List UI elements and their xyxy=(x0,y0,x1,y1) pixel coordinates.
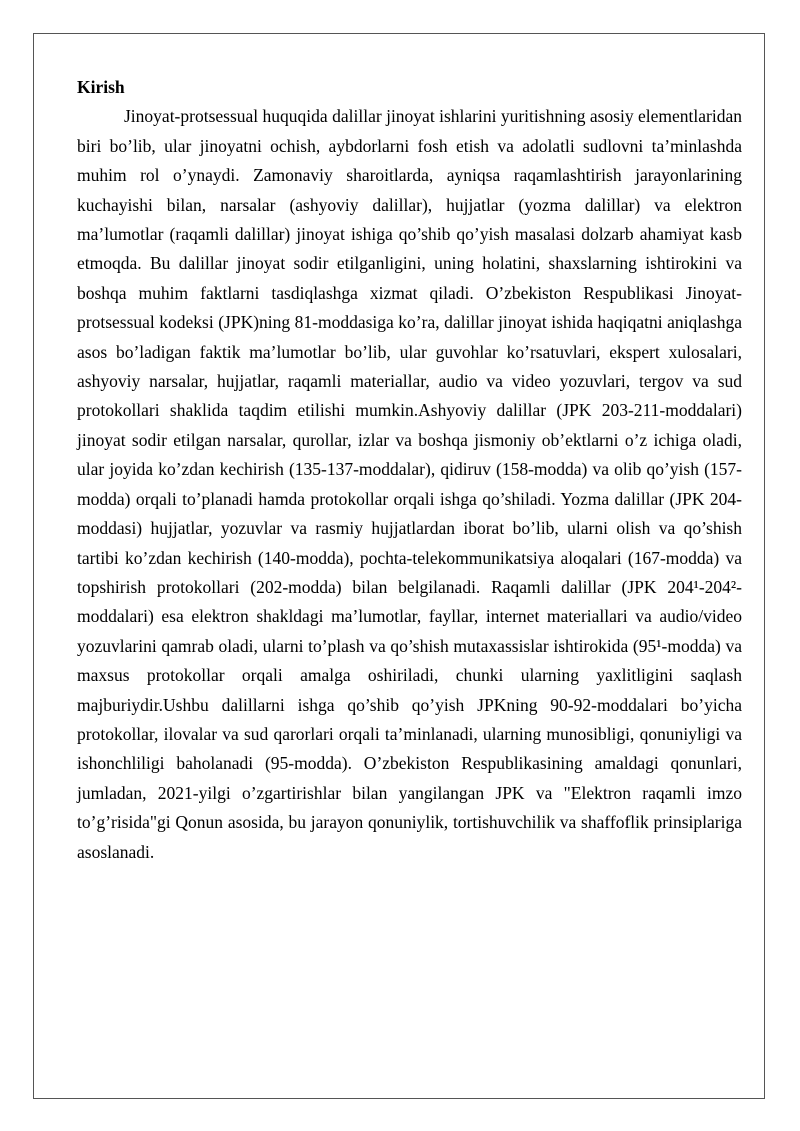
section-heading: Kirish xyxy=(77,77,125,97)
document-body xyxy=(77,73,742,867)
body-paragraph: Jinoyat-protsessual huquqida dalillar jinoyat ishlarini yuritishning asosiy elementlaridan biri bo’lib, ular jinoyatni ochish, aybdorlarni fosh etish va adolatli sudlovni ta’minlashda muhim rol o’ynaydi. Zamonaviy sharoitlarda, ayniqsa raqamlashtirish jarayonlarining kuchayishi bilan, narsalar (ashyoviy dalillar), hujjatlar (yozma dalillar) va elektron ma’lumotlar (raqamli dalillar) jinoyat ishiga qo’shib qo’yish masalasi dolzarb ahamiyat kasb etmoqda. Bu dalillar jinoyat sodir etilganligini, uning holatini, shaxslarning ishtirokini va boshqa muhim faktlarni tasdiqlashga xizmat qiladi. O’zbekiston Respublikasi Jinoyat-protsessual kodeksi (JPK)ning 81-moddasiga ko’ra, dalillar jinoyat ishida haqiqatni aniqlashga asos bo’ladigan faktik ma’lumotlar bo’lib, ular guvohlar ko’rsatuvlari, ekspert xulosalari, ashyoviy narsalar, hujjatlar, raqamli materiallar, audio va video yozuvlari, tergov va sud protokollari shaklida taqdim etilishi mumkin.Ashyoviy dalillar (JPK 203-211-moddalari) jinoyat sodir etilgan narsalar, qurollar, izlar va boshqa jismoniy ob’ektlarni o’z ichiga oladi, ular joyida ko’zdan kechirish (135-137-moddalar), qidiruv (158-modda) va olib qo’yish (157-modda) orqali to’planadi hamda protokollar orqali ishga qo’shiladi. Yozma dalillar (JPK 204-moddasi) hujjatlar, yozuvlar va rasmiy hujjatlardan iborat bo’lib, ularni olish va qo’shish tartibi ko’zdan kechirish (140-modda), pochta-telekommunikatsiya aloqalari (167-modda) va topshirish protokollari (202-modda) bilan belgilanadi. Raqamli dalillar (JPK 204¹-204²-moddalari) esa elektron shakldagi ma’lumotlar, fayllar, internet materiallari va audio/video yozuvlarini qamrab oladi, ularni to’plash va qo’shish mutaxassislar ishtirokida (95¹-modda) va maxsus protokollar orqali amalga oshiriladi, chunki ularning yaxlitligini saqlash majburiydir.Ushbu dalillarni ishga qo’shib qo’yish JPKning 90-92-moddalari bo’yicha protokollar, ilovalar va sud qarorlari orqali ta’minlanadi, ularning munosibligi, qonuniyligi va ishonchliligi baholanadi (95-modda). O’zbekiston Respublikasining amaldagi qonunlari, jumladan, 2021-yilgi o’zgartirishlar bilan yangilangan JPK va "Elektron raqamli imzo to’g’risida"gi Qonun asosida, bu jarayon qonuniylik, tortishuvchilik va shaffoflik prinsiplariga asoslanadi. xyxy=(77,106,742,862)
